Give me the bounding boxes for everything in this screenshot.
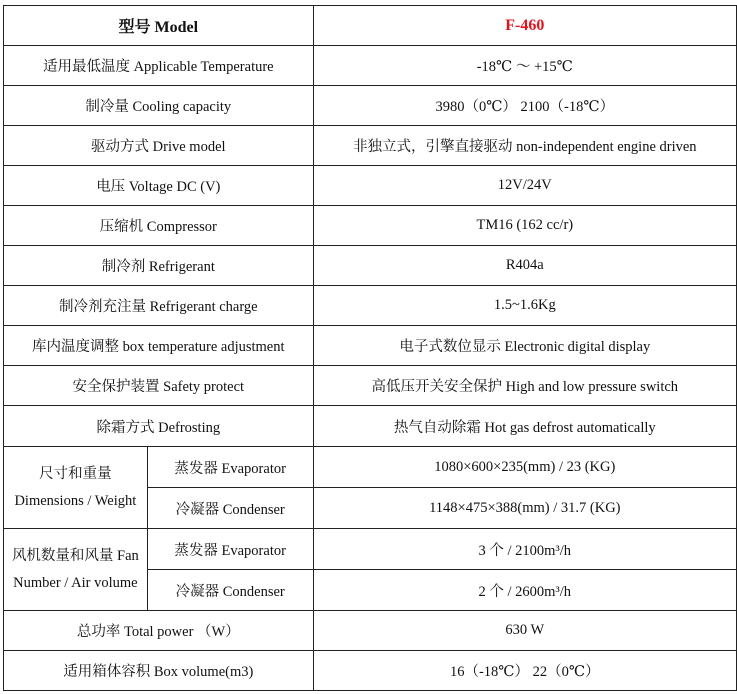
table-row [4, 447, 737, 488]
table-row [4, 126, 737, 166]
row-label: 适用最低温度 Applicable Temperature [4, 46, 314, 86]
table-row [4, 529, 737, 570]
model-value: F-460 [313, 6, 736, 46]
row-value: R404a [313, 246, 736, 286]
evaporator-dimensions-value: 1080×600×235(mm) / 23 (KG) [313, 447, 736, 488]
row-value: TM16 (162 cc/r) [313, 206, 736, 246]
fan-air-volume-label: 风机数量和风量 Fan Number / Air volume [4, 529, 148, 611]
table-row [4, 326, 737, 366]
row-label: 制冷剂充注量 Refrigerant charge [4, 286, 314, 326]
row-label: 适用箱体容积 Box volume(m3) [4, 651, 314, 691]
table-row [4, 46, 737, 86]
evaporator-label: 蒸发器 Evaporator [147, 447, 313, 488]
table-row [4, 366, 737, 406]
table-header-row [4, 6, 737, 46]
row-label: 压缩机 Compressor [4, 206, 314, 246]
condenser-dimensions-value: 1148×475×388(mm) / 31.7 (KG) [313, 488, 736, 529]
row-value: 高低压开关安全保护 High and low pressure switch [313, 366, 736, 406]
row-value: 非独立式，引擎直接驱动 non-independent engine driven [313, 126, 736, 166]
row-value: 热气自动除霜 Hot gas defrost automatically [313, 406, 736, 447]
row-label: 库内温度调整 box temperature adjustment [4, 326, 314, 366]
row-value: 1.5~1.6Kg [313, 286, 736, 326]
table-row [4, 651, 737, 691]
fan-condenser-value: 2 个 / 2600m³/h [313, 570, 736, 611]
fan-condenser-label: 冷凝器 Condenser [147, 570, 313, 611]
table-row [4, 611, 737, 651]
table-row [4, 206, 737, 246]
condenser-label: 冷凝器 Condenser [147, 488, 313, 529]
spec-table [3, 5, 737, 691]
table-row [4, 286, 737, 326]
table-row [4, 406, 737, 447]
row-label: 安全保护装置 Safety protect [4, 366, 314, 406]
row-label: 驱动方式 Drive model [4, 126, 314, 166]
row-value: -18℃ ～ +15℃ [313, 46, 736, 86]
table-row [4, 166, 737, 206]
row-label: 除霜方式 Defrosting [4, 406, 314, 447]
row-label: 总功率 Total power （W） [4, 611, 314, 651]
row-value: 16（-18℃） 22（0℃） [313, 651, 736, 691]
row-label: 制冷剂 Refrigerant [4, 246, 314, 286]
row-label: 电压 Voltage DC (V) [4, 166, 314, 206]
table-row [4, 86, 737, 126]
model-label: 型号 Model [4, 6, 314, 46]
table-row [4, 246, 737, 286]
row-value: 12V/24V [313, 166, 736, 206]
dimensions-weight-label: 尺寸和重量 Dimensions / Weight [4, 447, 148, 529]
row-value: 630 W [313, 611, 736, 651]
row-value: 3980（0℃） 2100（-18℃） [313, 86, 736, 126]
fan-evaporator-value: 3 个 / 2100m³/h [313, 529, 736, 570]
fan-evaporator-label: 蒸发器 Evaporator [147, 529, 313, 570]
row-label: 制冷量 Cooling capacity [4, 86, 314, 126]
row-value: 电子式数位显示 Electronic digital display [313, 326, 736, 366]
